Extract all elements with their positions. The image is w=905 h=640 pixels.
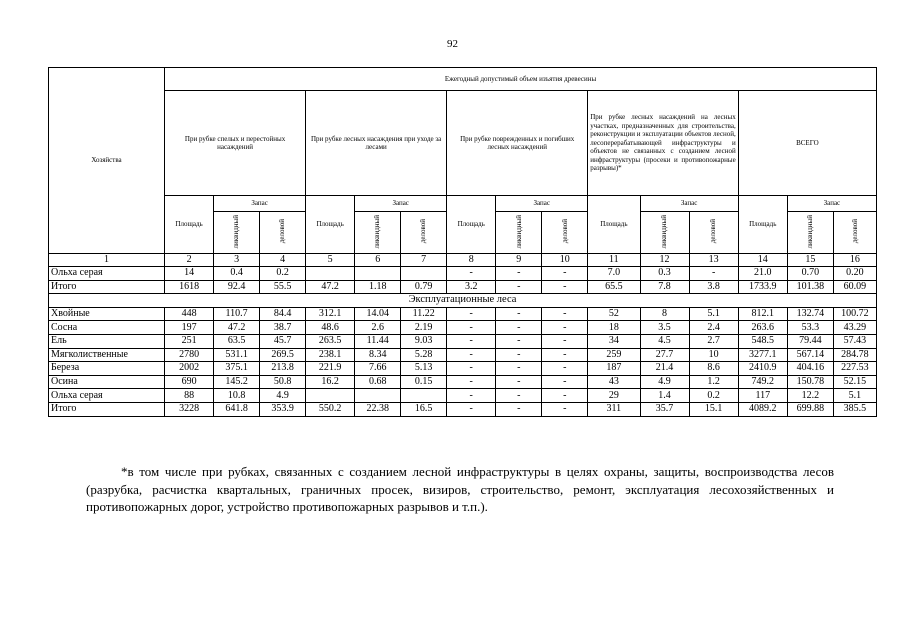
table-cell: 312.1 [306,307,355,321]
table-cell: 2.7 [689,334,738,348]
table-cell: - [542,389,588,403]
header-zapas-4: Запас [640,196,738,212]
table-cell: 0.2 [260,267,306,281]
timber-harvest-table [48,67,877,417]
column-number: 5 [306,254,355,267]
table-cell: 567.14 [787,348,833,362]
table-cell: 2.6 [355,321,401,335]
table-cell: 1.18 [355,280,401,294]
header-liquid-3: ликвидный [514,214,523,248]
table-cell: 4089.2 [738,402,787,416]
header-business-2: деловой [419,219,428,244]
table-cell: 34 [588,334,640,348]
table-cell: 16.2 [306,375,355,389]
table-cell: 690 [165,375,214,389]
header-zapas-5: Запас [787,196,876,212]
table-cell: 2002 [165,362,214,376]
table-cell: - [542,321,588,335]
table-cell [355,267,401,281]
table-cell: 0.4 [214,267,260,281]
table-cell: 43.29 [833,321,876,335]
table-cell: 60.09 [833,280,876,294]
table-cell: 21.4 [640,362,689,376]
table-cell: 238.1 [306,348,355,362]
table-cell: 375.1 [214,362,260,376]
table-cell: 2410.9 [738,362,787,376]
table-cell: 52.15 [833,375,876,389]
table-cell: 311 [588,402,640,416]
table-cell: 531.1 [214,348,260,362]
table-row [49,267,877,281]
row-name: Ольха серая [49,389,165,403]
table-cell: 8.6 [689,362,738,376]
table-cell: 9.03 [401,334,447,348]
table-cell: 404.16 [787,362,833,376]
table-cell: 0.20 [833,267,876,281]
table-cell: 1618 [165,280,214,294]
header-liquid-2: ликвидный [373,214,382,248]
table-cell: 550.2 [306,402,355,416]
table-cell: - [496,362,542,376]
table-cell: - [496,307,542,321]
header-zapas-1: Запас [214,196,306,212]
table-cell: 4.9 [260,389,306,403]
table-cell: - [447,362,496,376]
table-cell: - [447,267,496,281]
table-cell: 11.22 [401,307,447,321]
table-cell: 88 [165,389,214,403]
column-number: 1 [49,254,165,267]
table-cell: 57.43 [833,334,876,348]
table-row [49,375,877,389]
table-cell: 0.79 [401,280,447,294]
column-number: 16 [833,254,876,267]
header-zapas-2: Запас [355,196,447,212]
header-group-total: ВСЕГО [738,91,876,196]
table-cell: 7.66 [355,362,401,376]
table-cell: - [496,321,542,335]
table-cell: 5.28 [401,348,447,362]
table-cell: 50.8 [260,375,306,389]
table-cell: 213.8 [260,362,306,376]
table-cell: 150.78 [787,375,833,389]
header-area-5: Площадь [738,196,787,254]
header-business-3: деловой [560,219,569,244]
table-cell: 699.88 [787,402,833,416]
table-cell: 5.1 [689,307,738,321]
table-cell: - [447,348,496,362]
table-cell: 21.0 [738,267,787,281]
table-cell: 10.8 [214,389,260,403]
table-cell: 55.5 [260,280,306,294]
table-cell: 3277.1 [738,348,787,362]
column-number: 9 [496,254,542,267]
table-cell: - [542,348,588,362]
table-cell: 353.9 [260,402,306,416]
row-name: Мягколиственные [49,348,165,362]
table-cell: 2.4 [689,321,738,335]
table-cell: 284.78 [833,348,876,362]
row-name: Сосна [49,321,165,335]
header-group-mature: При рубке спелых и перестойных насаждений [165,91,306,196]
table-cell: 22.38 [355,402,401,416]
table-cell: 448 [165,307,214,321]
table-cell: 14 [165,267,214,281]
header-group-damaged: При рубке поврежденных и погибших лесных насаждений [447,91,588,196]
table-cell: 5.13 [401,362,447,376]
table-cell: 84.4 [260,307,306,321]
column-number: 11 [588,254,640,267]
table-cell: 48.6 [306,321,355,335]
row-name: Ель [49,334,165,348]
table-cell [401,267,447,281]
table-cell [306,267,355,281]
row-name: Береза [49,362,165,376]
column-number: 12 [640,254,689,267]
table-cell: - [447,375,496,389]
table-cell: 0.15 [401,375,447,389]
header-liquid-4: ликвидный [660,214,669,248]
table-cell: - [496,402,542,416]
table-cell: 100.72 [833,307,876,321]
table-cell: 14.04 [355,307,401,321]
table-cell: - [447,334,496,348]
table-cell: 548.5 [738,334,787,348]
column-number: 14 [738,254,787,267]
table-cell: 263.6 [738,321,787,335]
table-cell: 385.5 [833,402,876,416]
column-number: 7 [401,254,447,267]
row-name: Итого [49,402,165,416]
table-cell: - [447,389,496,403]
page-number: 92 [447,38,458,50]
table-cell: - [447,307,496,321]
table-row [49,348,877,362]
table-cell: 117 [738,389,787,403]
header-annual-volume: Ежегодный допустимый объем изъятия древесины [165,68,877,91]
table-cell: 38.7 [260,321,306,335]
table-cell: 12.2 [787,389,833,403]
section-row [49,294,877,308]
table-cell: 29 [588,389,640,403]
table-cell: - [542,362,588,376]
table-cell: 5.1 [833,389,876,403]
table-cell: 8.34 [355,348,401,362]
table-cell: 3228 [165,402,214,416]
column-number: 2 [165,254,214,267]
table-cell: 45.7 [260,334,306,348]
table-cell: 43 [588,375,640,389]
table-cell: 259 [588,348,640,362]
row-name: Осина [49,375,165,389]
table-cell [306,389,355,403]
table-cell: - [496,334,542,348]
table-cell: 269.5 [260,348,306,362]
table-cell: 145.2 [214,375,260,389]
table-cell: 110.7 [214,307,260,321]
table-row [49,389,877,403]
table-cell: - [496,280,542,294]
table-cell: 3.5 [640,321,689,335]
table-cell: - [542,402,588,416]
table-cell: 18 [588,321,640,335]
table-cell: 221.9 [306,362,355,376]
table-cell: - [447,402,496,416]
footnote: *в том числе при рубках, связанных с созданием лесной инфраструктуры в целях охраны, защиты, воспроизводства лесов (разрубка, расчистка квартальных, граничных просек, визиров, строительство, ремонт, эксплуатация лесохозяйственных и противопожарных дорог, устройство противопожарных разрывов и т.п.). [86,464,834,514]
table-cell: - [496,348,542,362]
table-row [49,334,877,348]
table-cell: - [447,321,496,335]
table-cell: 0.2 [689,389,738,403]
table-cell [355,389,401,403]
table-cell: 10 [689,348,738,362]
table-cell: 27.7 [640,348,689,362]
table-cell: 3.2 [447,280,496,294]
table-cell: 101.38 [787,280,833,294]
header-business-1: деловой [278,219,287,244]
table-cell: 251 [165,334,214,348]
table-cell: - [542,307,588,321]
column-number: 4 [260,254,306,267]
table-cell: - [496,375,542,389]
table-row [49,280,877,294]
column-number: 3 [214,254,260,267]
table-cell: 7.8 [640,280,689,294]
table-cell: 227.53 [833,362,876,376]
header-group-thinning: При рубке лесных насаждения при уходе за лесами [306,91,447,196]
table-cell: 1733.9 [738,280,787,294]
row-name: Итого [49,280,165,294]
header-area-3: Площадь [447,196,496,254]
table-cell [401,389,447,403]
table-cell: 79.44 [787,334,833,348]
table-cell: 2780 [165,348,214,362]
table-cell: 3.8 [689,280,738,294]
table-cell: 1.4 [640,389,689,403]
table-cell: 15.1 [689,402,738,416]
table-cell: - [542,267,588,281]
table-cell: 197 [165,321,214,335]
table-cell: 47.2 [214,321,260,335]
column-number: 8 [447,254,496,267]
table-row [49,362,877,376]
column-number: 6 [355,254,401,267]
table-cell: 65.5 [588,280,640,294]
table-cell: - [496,389,542,403]
table-cell: 47.2 [306,280,355,294]
table-cell: - [496,267,542,281]
column-number: 15 [787,254,833,267]
table-cell: 52 [588,307,640,321]
header-liquid-5: ликвидный [806,214,815,248]
table-cell: 187 [588,362,640,376]
table-cell: 2.19 [401,321,447,335]
table-cell: 8 [640,307,689,321]
row-name: Хвойные [49,307,165,321]
table-cell: 0.70 [787,267,833,281]
table-cell: 53.3 [787,321,833,335]
header-area-1: Площадь [165,196,214,254]
table-cell: 132.74 [787,307,833,321]
header-zapas-3: Запас [496,196,588,212]
table-cell: 812.1 [738,307,787,321]
section-title: Эксплуатационные леса [49,294,877,308]
table-row [49,307,877,321]
table-cell: 4.9 [640,375,689,389]
column-number-row [49,254,877,267]
table-cell: 0.3 [640,267,689,281]
header-liquid-1: ликвидный [232,214,241,248]
header-area-2: Площадь [306,196,355,254]
table-row [49,321,877,335]
table-cell: 641.8 [214,402,260,416]
header-business-4: деловой [709,219,718,244]
table-cell: 7.0 [588,267,640,281]
table-cell: - [542,280,588,294]
column-number: 13 [689,254,738,267]
table-cell: 11.44 [355,334,401,348]
table-cell: - [542,375,588,389]
table-cell: 0.68 [355,375,401,389]
column-number: 10 [542,254,588,267]
table-cell: - [542,334,588,348]
table-cell: 1.2 [689,375,738,389]
table-cell: 35.7 [640,402,689,416]
header-group-infrastructure: При рубке лесных насаждений на лесных участках, предназначенных для строительства, реконструкции и эксплуатации объектов лесной, лесоперерабатывающей инфраструктуры и объектов не связанных с созданием лесной инфраструктуры (просеки и противопожарные разрывы)* [588,91,738,196]
header-area-4: Площадь [588,196,640,254]
table-cell: - [689,267,738,281]
table-cell: 263.5 [306,334,355,348]
table-cell: 63.5 [214,334,260,348]
header-khozyaistva: Хозяйства [49,68,165,254]
row-name: Ольха серая [49,267,165,281]
table-row [49,402,877,416]
header-business-5: деловой [850,219,859,244]
table-cell: 749.2 [738,375,787,389]
table-cell: 4.5 [640,334,689,348]
table-cell: 16.5 [401,402,447,416]
table-cell: 92.4 [214,280,260,294]
